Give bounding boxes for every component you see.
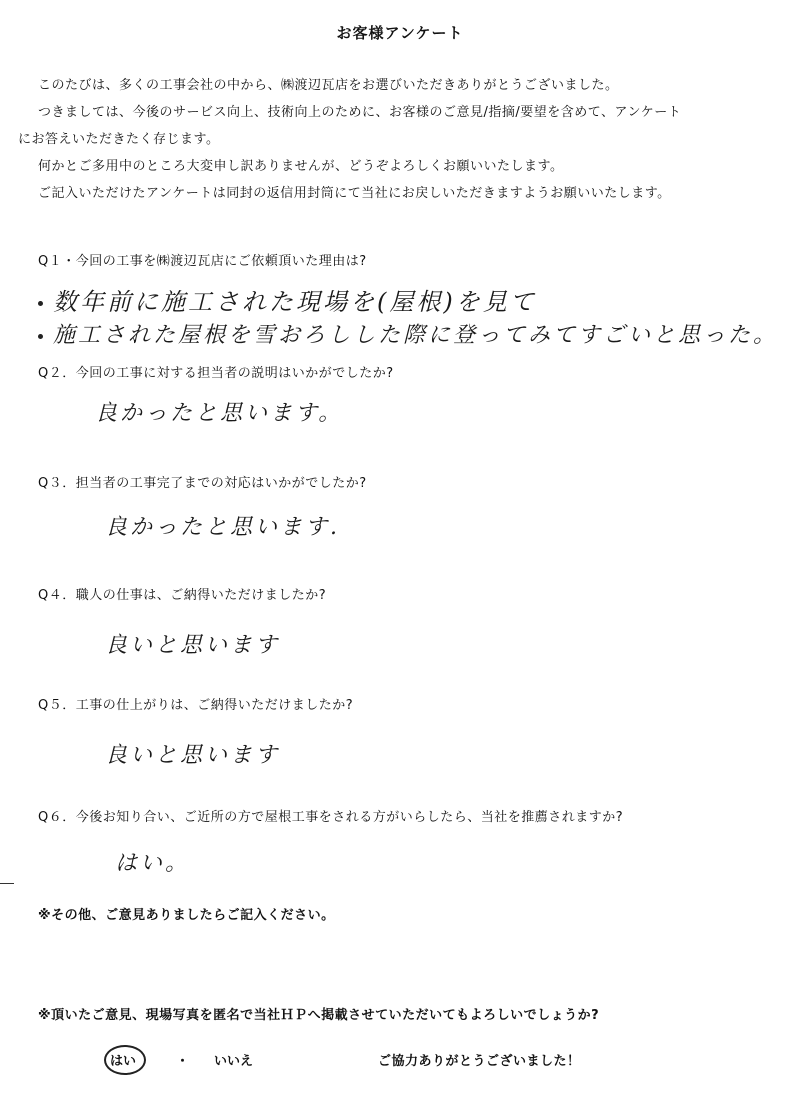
question-4-answer: 良いと思います	[105, 633, 281, 658]
option-no[interactable]: いいえ	[214, 1054, 254, 1069]
bullet-icon	[38, 301, 43, 306]
handwritten-answer: 施工された屋根を雪おろしした際に登ってみてすごいと思った。	[53, 323, 779, 348]
question-2-label: Q２．今回の工事に対する担当者の説明はいかがでしたか?	[38, 366, 394, 381]
thank-you-message: ご協力ありがとうございました！	[378, 1054, 581, 1069]
question-6-label: Q６．今後お知り合い、ご近所の方で屋根工事をされる方がいらしたら、当社を推薦されますか?	[38, 810, 624, 825]
photo-permission-question: ※頂いたご意見、現場写真を匿名で当社ＨＰへ掲載させていただいてもよろしいでしょうか?	[38, 1008, 600, 1023]
intro-line: つきましては、今後のサービス向上、技術向上のために、お客様のご意見/指摘/要望を含めて、アンケート	[38, 105, 682, 120]
question-4-label: Q４．職人の仕事は、ご納得いただけましたか?	[38, 588, 327, 603]
intro-line: ご記入いただけたアンケートは同封の返信用封筒にて当社にお戻しいただきますようお願いいたします。	[38, 186, 671, 201]
option-separator: ・	[176, 1054, 190, 1069]
option-yes[interactable]: はい	[110, 1054, 137, 1069]
question-3-label: Q３．担当者の工事完了までの対応はいかがでしたか?	[38, 476, 367, 491]
question-5-answer: 良いと思います	[105, 743, 281, 768]
bullet-icon	[38, 334, 43, 339]
question-1-answer	[38, 282, 537, 317]
other-comments-label: ※その他、ご意見ありましたらご記入ください。	[38, 908, 335, 923]
question-5-label: Q５．工事の仕上がりは、ご納得いただけましたか?	[38, 698, 354, 713]
question-2-answer: 良かったと思います。	[95, 401, 344, 426]
margin-mark	[0, 883, 14, 884]
question-1-label: Q１・今回の工事を㈱渡辺瓦店にご依頼頂いた理由は?	[38, 254, 367, 269]
handwritten-answer: 数年前に施工された現場を(屋根)を見て	[53, 288, 537, 316]
intro-line: にお答えいただきたく存じます。	[18, 132, 220, 147]
survey-title: お客様アンケート	[336, 24, 464, 42]
question-1-answer	[38, 318, 778, 349]
intro-line: 何かとご多用中のところ大変申し訳ありませんが、どうぞよろしくお願いいたします。	[38, 159, 564, 174]
question-3-answer: 良かったと思います.	[105, 515, 340, 540]
question-6-answer: はい。	[115, 851, 191, 876]
intro-line: このたびは、多くの工事会社の中から、㈱渡辺瓦店をお選びいただきありがとうございました。	[38, 78, 619, 93]
